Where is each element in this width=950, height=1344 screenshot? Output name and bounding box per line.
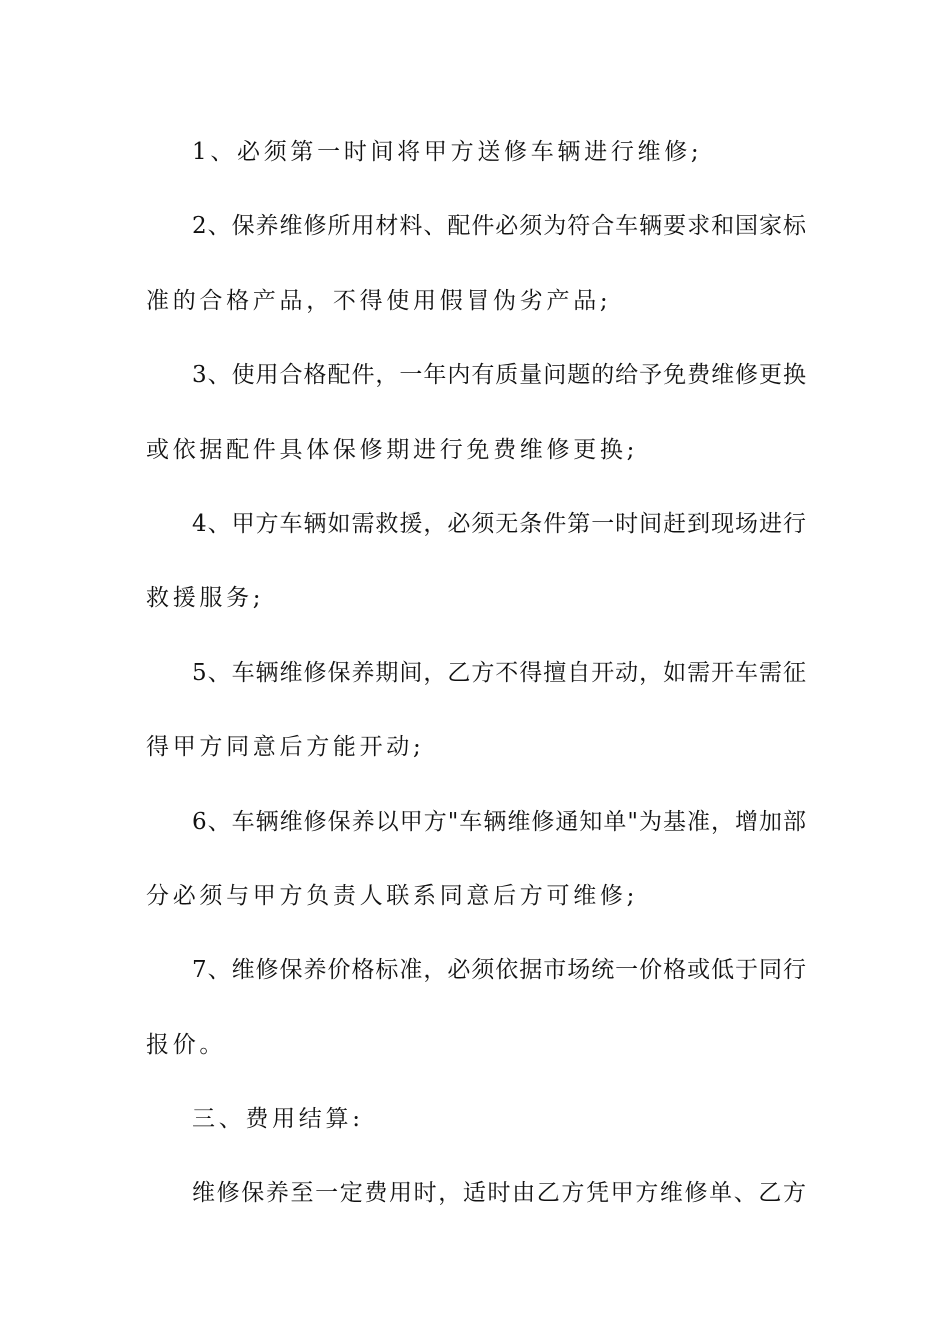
clause-2-line-1: 2、保养维修所用材料、配件必须为符合车辆要求和国家标: [192, 213, 806, 240]
clause-3-line-2: 或依据配件具体保修期进行免费维修更换;: [146, 436, 639, 463]
clause-4-line-2: 救援服务;: [146, 585, 265, 612]
clause-4-line-1: 4、甲方车辆如需救援，必须无条件第一时间赶到现场进行: [192, 510, 806, 537]
clause-5-line-2: 得甲方同意后方能开动;: [146, 734, 425, 761]
fee-settlement-line-1: 维修保养至一定费用时，适时由乙方凭甲方维修单、乙方: [192, 1180, 806, 1207]
clause-1-line-1: 1、必须第一时间将甲方送修车辆进行维修;: [192, 139, 703, 165]
clause-3-line-1: 3、使用合格配件，一年内有质量问题的给予免费维修更换: [192, 362, 806, 389]
clause-2-line-2: 准的合格产品，不得使用假冒伪劣产品;: [146, 287, 612, 314]
clause-7-line-2: 报价。: [146, 1031, 227, 1058]
section-heading-fee-settlement: 三、费用结算:: [192, 1106, 364, 1133]
clause-7-line-1: 7、维修保养价格标准，必须依据市场统一价格或低于同行: [192, 957, 806, 984]
clause-5-line-1: 5、车辆维修保养期间，乙方不得擅自开动，如需开车需征: [192, 659, 806, 686]
clause-6-line-1: 6、车辆维修保养以甲方"车辆维修通知单"为基准，增加部: [192, 808, 806, 835]
document-body: [146, 126, 806, 1242]
clause-6-line-2: 分必须与甲方负责人联系同意后方可维修;: [146, 882, 639, 909]
